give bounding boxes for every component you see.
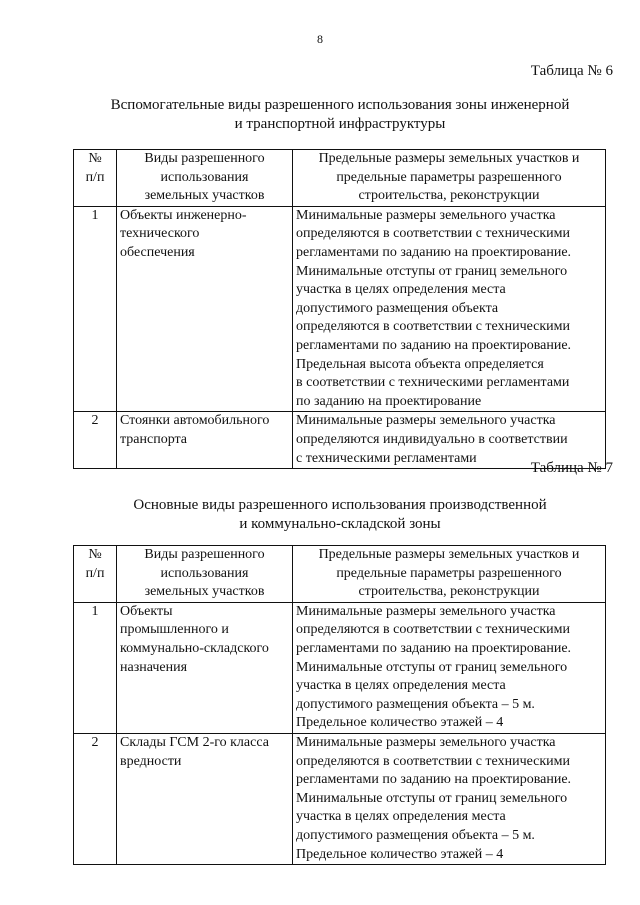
header-text: п/п [85,169,105,185]
header-text: Виды разрешенного [144,547,265,562]
table-6-title-line: и транспортной инфраструктуры [234,116,446,132]
table-7-header-row [74,546,606,603]
header-limits-cell [293,150,606,207]
row-limits-cell [293,602,606,733]
row-number-cell: 2 [74,412,117,469]
cell-text: определяются индивидуально в соответствии [296,431,568,447]
cell-text: вредности [120,753,182,769]
header-kind-cell [117,546,293,603]
cell-text: Объекты [120,603,173,619]
cell-text: Предельное количество этажей – 4 [296,846,504,862]
table-6-title [0,96,640,134]
page-number: 8 [317,32,323,46]
cell-text: регламентами по заданию на проектирование. [296,772,572,788]
header-text: земельных участков [144,188,265,204]
table-7-label: Таблица № 7 [530,460,613,476]
header-text: № [88,547,102,562]
cell-text: определяются в соответствии с техническими [296,226,571,242]
table-6-title-line: Вспомогательные виды разрешенного использования зоны инженерной [110,97,570,113]
cell-text: Минимальные отступы от границ земельного [296,790,568,806]
header-text: Виды разрешенного [144,151,265,166]
cell-text: определяются в соответствии с техническими [296,753,571,769]
table-6-header-row [74,150,606,207]
cell-text: с техническими регламентами [296,450,477,466]
cell-text: Минимальные отступы от границ земельного [296,263,568,279]
cell-text: регламентами по заданию на проектирование. [296,640,572,656]
table-row [74,733,606,864]
cell-text: участка в целях определения места [296,809,506,825]
cell-text: обеспечения [120,244,195,260]
row-number-cell: 1 [74,206,117,412]
table-7-title-line: и коммунально-складской зоны [239,516,441,532]
table-7-title-line: Основные виды разрешенного использования производственной [133,497,547,513]
cell-text: Склады ГСМ 2-го класса [120,734,269,750]
cell-text: транспорта [120,431,188,447]
table-6 [73,149,606,469]
cell-text: Минимальные размеры земельного участка [296,413,556,429]
header-text: земельных участков [144,584,265,600]
table-6-label: Таблица № 6 [530,63,613,79]
cell-text: определяются в соответствии с техническими [296,319,571,335]
header-kind-cell [117,150,293,207]
cell-text: Минимальные отступы от границ земельного [296,659,568,675]
row-number-cell: 1 [74,602,117,733]
cell-text: допустимого размещения объекта – 5 м. [296,696,535,712]
cell-text: допустимого размещения объекта – 5 м. [296,827,535,843]
header-text: предельные параметры разрешенного [336,565,562,581]
header-text: Предельные размеры земельных участков и [318,151,580,166]
cell-text: в соответствии с техническими регламентами [296,375,570,391]
table-row [74,412,606,469]
table-7 [73,545,606,865]
cell-text: Предельное количество этажей – 4 [296,715,504,731]
header-text: строительства, реконструкции [358,584,540,600]
cell-text: промышленного и [120,622,229,638]
cell-text: участка в целях определения места [296,678,506,694]
row-limits-cell [293,206,606,412]
row-number-cell: 2 [74,733,117,864]
cell-text: по заданию на проектирование [296,393,482,409]
cell-text: коммунально-складского [120,640,269,656]
table-row [74,206,606,412]
row-kind-cell [117,206,293,412]
header-limits-cell [293,546,606,603]
header-text: Предельные размеры земельных участков и [318,547,580,562]
header-text: использования [160,565,249,581]
header-num-cell [74,546,117,603]
cell-text: назначения [120,659,188,675]
cell-text: допустимого размещения объекта [296,300,499,316]
row-kind-cell [117,733,293,864]
cell-text: Объекты инженерно- [120,207,247,223]
row-kind-cell [117,412,293,469]
cell-text: Предельная высота объекта определяется [296,356,544,372]
cell-text: Минимальные размеры земельного участка [296,734,556,750]
cell-text: технического [120,226,200,242]
cell-text: регламентами по заданию на проектирование. [296,244,572,260]
header-text: п/п [85,565,105,581]
cell-text: Минимальные размеры земельного участка [296,603,556,619]
cell-text: определяются в соответствии с техническими [296,622,571,638]
header-num-cell [74,150,117,207]
row-kind-cell [117,602,293,733]
cell-text: регламентами по заданию на проектирование. [296,337,572,353]
row-limits-cell [293,733,606,864]
cell-text: Минимальные размеры земельного участка [296,207,556,223]
cell-text: участка в целях определения места [296,282,506,298]
table-7-title [0,496,640,534]
cell-text: Стоянки автомобильного [120,413,270,429]
header-text: предельные параметры разрешенного [336,169,562,185]
header-text: строительства, реконструкции [358,188,540,204]
table-row [74,602,606,733]
header-text: № [88,151,102,166]
header-text: использования [160,169,249,185]
